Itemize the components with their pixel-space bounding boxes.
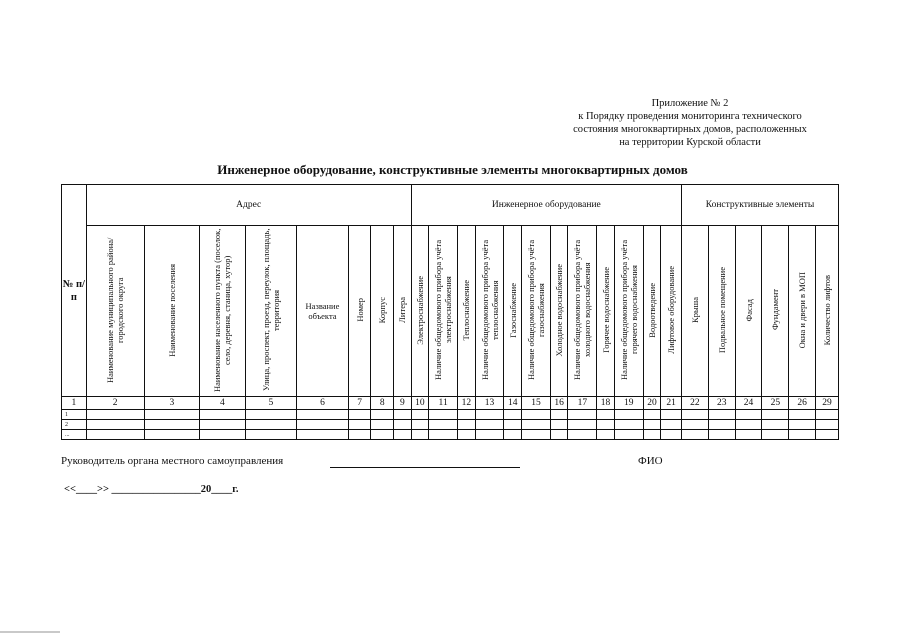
column-header	[245, 226, 297, 397]
column-header	[371, 226, 394, 397]
row-number: ...	[62, 430, 87, 440]
column-header	[568, 226, 597, 397]
column-header-label: Наличие общедомового прибора учёта газоснабжения	[525, 239, 546, 381]
column-number: 14	[504, 397, 522, 410]
column-numbers-row	[62, 397, 839, 410]
column-number: 23	[708, 397, 735, 410]
column-number: 17	[568, 397, 597, 410]
column-header	[816, 226, 839, 397]
column-header-label: Наличие общедомового прибора учёта горячего водоснабжения	[618, 239, 639, 381]
group-engineering: Инженерное оборудование	[411, 185, 681, 226]
column-header-label: Наименование населенного пункта (поселок, село, деревня, станица, хутор)	[212, 228, 233, 392]
head-of-administration-label: Руководитель органа местного самоуправления	[61, 455, 284, 467]
column-header	[200, 226, 245, 397]
column-header-label: Горячее водоснабжение	[600, 267, 611, 353]
no-header-cell	[62, 185, 87, 397]
column-header	[475, 226, 504, 397]
column-header	[144, 226, 200, 397]
page-title: Инженерное оборудование, конструктивные элементы многоквартирных домов	[217, 162, 688, 177]
column-header-label: Наименование поселения	[166, 263, 177, 357]
column-header-label: Окна и двери в МОП	[797, 271, 808, 349]
column-header	[411, 226, 429, 397]
column-header	[504, 226, 522, 397]
column-header-label: Количество лифтов	[822, 274, 833, 346]
scan-artifact	[0, 631, 60, 633]
table-row	[62, 410, 839, 420]
column-header	[762, 226, 789, 397]
column-header-label: Крыша	[689, 297, 700, 323]
column-header-label: Корпус	[377, 296, 388, 324]
column-number: 22	[682, 397, 709, 410]
column-number: 6	[297, 397, 349, 410]
column-number: 9	[394, 397, 412, 410]
column-header	[348, 226, 371, 397]
column-number: 26	[789, 397, 816, 410]
column-header-label: Улица, проспект, проезд, переулок, площадь, территория	[260, 228, 281, 392]
column-header-label: Лифтовое оборудование	[666, 266, 677, 354]
table-row	[62, 430, 839, 440]
column-number: 19	[614, 397, 643, 410]
column-header-label: Наличие общедомового прибора учёта теплоснабжения	[479, 239, 500, 381]
column-number: 12	[458, 397, 476, 410]
group-structural: Конструктивные элементы	[682, 185, 839, 226]
appendix-block	[545, 97, 835, 149]
column-header	[682, 226, 709, 397]
column-header	[297, 226, 349, 397]
column-number: 1	[62, 397, 87, 410]
column-header-label: Газоснабжение	[507, 282, 518, 338]
column-number: 16	[550, 397, 568, 410]
row-number: 1	[62, 410, 87, 420]
column-header	[394, 226, 412, 397]
column-number: 10	[411, 397, 429, 410]
column-header-label: Наименование муниципального района/городского округа	[105, 237, 126, 383]
column-header	[597, 226, 615, 397]
column-header-label: Название объекта	[305, 301, 340, 321]
row-number: 2	[62, 420, 87, 430]
appendix-number: Приложение № 2	[651, 98, 729, 109]
column-number: 20	[643, 397, 661, 410]
column-number: 4	[200, 397, 245, 410]
column-number: 18	[597, 397, 615, 410]
appendix-line: на территории Курской области	[619, 137, 761, 148]
equipment-table	[61, 184, 839, 440]
no-header: № п/п	[62, 278, 85, 303]
column-header	[735, 226, 762, 397]
column-header-label: Наличие общедомового прибора учёта электроснабжения	[433, 239, 454, 381]
column-header	[643, 226, 661, 397]
column-number: 3	[144, 397, 200, 410]
column-header-label: Номер	[354, 298, 365, 322]
column-number: 29	[816, 397, 839, 410]
column-header-label: Теплоснабжение	[461, 279, 472, 341]
column-header-label: Холодное водоснабжение	[554, 263, 565, 357]
column-number: 15	[522, 397, 551, 410]
column-header-label: Водоотведение	[646, 282, 657, 338]
column-header	[86, 226, 144, 397]
column-header	[429, 226, 458, 397]
column-header-label: Наличие общедомового прибора учёта холодного водоснабжения	[572, 239, 593, 381]
column-number: 5	[245, 397, 297, 410]
column-header	[708, 226, 735, 397]
column-header-label: Подвальное помещение	[716, 266, 727, 354]
column-number: 2	[86, 397, 144, 410]
column-number: 8	[371, 397, 394, 410]
column-number: 7	[348, 397, 371, 410]
column-header	[789, 226, 816, 397]
fio-label: ФИО	[638, 455, 663, 467]
column-number: 11	[429, 397, 458, 410]
appendix-line: состояния многоквартирных домов, расположенных	[573, 124, 807, 135]
column-number: 13	[475, 397, 504, 410]
column-header	[458, 226, 476, 397]
table-row	[62, 420, 839, 430]
column-number: 25	[762, 397, 789, 410]
column-header-label: Фундамент	[770, 289, 781, 331]
column-header-label: Фасад	[743, 298, 754, 322]
column-number: 24	[735, 397, 762, 410]
date-line: <<____>> _________________20____г.	[64, 484, 239, 495]
column-header	[550, 226, 568, 397]
signature-line	[330, 467, 520, 468]
column-number: 21	[661, 397, 682, 410]
column-header	[614, 226, 643, 397]
appendix-line: к Порядку проведения мониторинга технического	[578, 111, 802, 122]
column-header	[661, 226, 682, 397]
column-header-label: Электроснабжение	[414, 275, 425, 345]
group-address: Адрес	[86, 185, 411, 226]
column-header-label: Литера	[397, 297, 408, 323]
column-header	[522, 226, 551, 397]
